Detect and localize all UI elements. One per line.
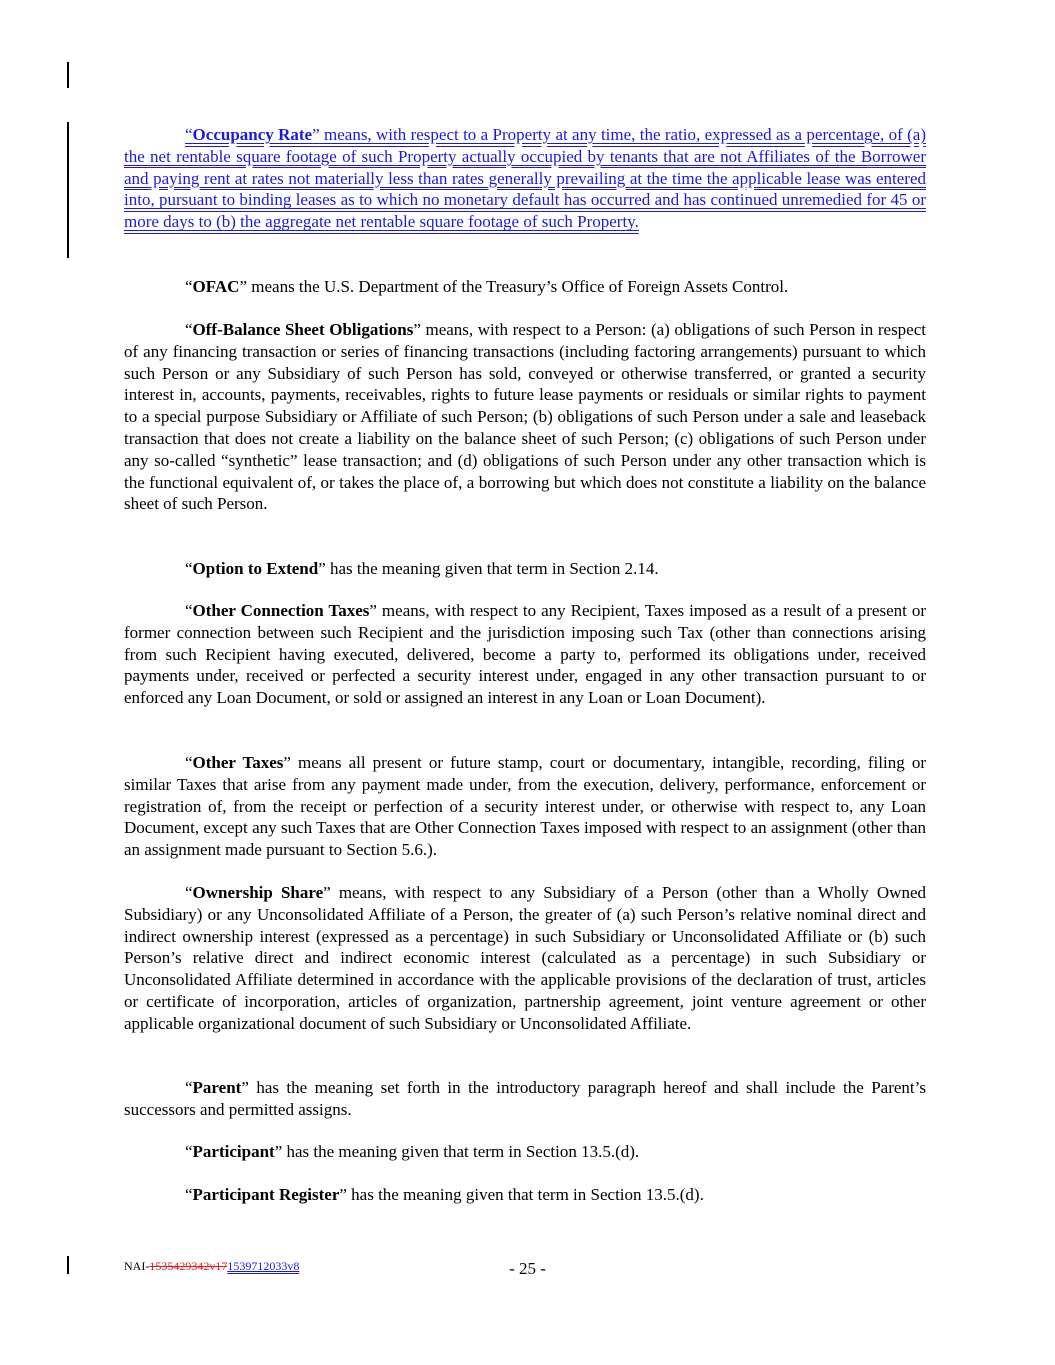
quote-close: ”: [274, 1142, 283, 1161]
term-ownership-share: Ownership Share: [192, 883, 324, 902]
term-other-connection-taxes: Other Connection Taxes: [192, 601, 370, 620]
quote-open: “: [185, 1078, 193, 1097]
definition-paragraph: [124, 558, 926, 580]
definition-off-balance-sheet-obligations: [124, 319, 926, 515]
definition-paragraph: [124, 319, 926, 515]
quote-close: ”: [241, 1078, 249, 1097]
definition-paragraph: [124, 1184, 926, 1206]
inserted-document-id: 1539712033v8: [227, 1259, 300, 1273]
revision-bar-top: [67, 62, 69, 88]
definition-text: means, with respect to any Subsidiary of a Person (other than a Wholly Owned Subsidiary) or any Unconsolidated Affiliate of a Person, the greater of (a) such Person’s relative nominal direct and indirect ownership interest (expressed as a percentage) in such Subsidiary or Unconsolidated Affiliate or (b) such Person’s relative direct and indirect economic interest (calculated as a percentage) in such Subsidiary or Unconsolidated Affiliate determined in accordance with the applicable provisions of the declaration of trust, articles or certificate of incorporation, articles of organization, partnership agreement, joint venture agreement or other applicable organizational document of such Subsidiary or Unconsolidated Affiliate.: [124, 883, 926, 1033]
definition-paragraph: [124, 1141, 926, 1163]
term-off-balance-sheet-obligations: Off-Balance Sheet Obligations: [192, 320, 414, 339]
definition-paragraph: [124, 276, 926, 298]
definition-other-taxes: [124, 752, 926, 861]
definition-parent: [124, 1077, 926, 1121]
definition-text: has the meaning given that term in Section 13.5.(d).: [346, 1185, 704, 1204]
definition-paragraph: [124, 600, 926, 709]
quote-close: ”: [323, 883, 331, 902]
definition-paragraph: [124, 752, 926, 861]
term-participant: Participant: [192, 1142, 275, 1161]
definition-text: has the meaning given that term in Section 2.14.: [325, 559, 659, 578]
term-parent: Parent: [192, 1078, 242, 1097]
quote-close: ”: [312, 125, 320, 144]
definition-participant: [124, 1141, 926, 1163]
definition-text: means, with respect to a Property at any time, the ratio, expressed as a percentage, of (a) the net rentable square footage of such Property actually occupied by tenants that are not Affiliates of the Borrower and paying rent at rates not materially less than rates generally prevailing at the time the applicable lease was entered into, pursuant to binding leases as to which no monetary default has occurred and has continued unremedied for 45 or more days to (b) the aggregate net rentable square footage of such Property.: [124, 125, 926, 232]
document-id-prefix: NAI-: [124, 1259, 150, 1273]
definition-paragraph: [124, 882, 926, 1035]
quote-open: “: [185, 320, 193, 339]
definition-text: has the meaning set forth in the introductory paragraph hereof and shall include the Parent’s successors and permitted assigns.: [124, 1078, 926, 1119]
quote-open: “: [185, 125, 193, 144]
definition-paragraph: [124, 1077, 926, 1121]
quote-open: “: [185, 601, 193, 620]
definition-text: means the U.S. Department of the Treasury’s Office of Foreign Assets Control.: [247, 277, 789, 296]
definition-ownership-share: [124, 882, 926, 1035]
quote-close: ”: [283, 753, 291, 772]
definition-ofac: [124, 276, 926, 298]
definition-paragraph: [124, 124, 926, 233]
quote-open: “: [185, 753, 193, 772]
quote-close: ”: [239, 277, 247, 296]
term-other-taxes: Other Taxes: [192, 753, 284, 772]
definition-other-connection-taxes: [124, 600, 926, 709]
term-occupancy-rate: Occupancy Rate: [192, 125, 313, 144]
revision-bar-occupancy: [67, 122, 69, 258]
definition-text: has the meaning given that term in Section 13.5.(d).: [282, 1142, 640, 1161]
term-ofac: OFAC: [192, 277, 240, 296]
definition-participant-register: [124, 1184, 926, 1206]
quote-close: ”: [369, 601, 377, 620]
quote-open: “: [185, 277, 193, 296]
deleted-document-id: 1535429342v17: [149, 1259, 228, 1273]
definition-text: means all present or future stamp, court or documentary, intangible, recording, filing or similar Taxes that arise from any payment made under, from the execution, delivery, performance, enforcement or registration of, from the receipt or perfection of a security interest under, or otherwise with respect to, any Loan Document, except any such Taxes that are Other Connection Taxes imposed with respect to an assignment (other than an assignment made pursuant to Section 5.6.).: [124, 753, 926, 860]
quote-close: ”: [413, 320, 421, 339]
page-number: - 25 -: [509, 1259, 546, 1278]
term-participant-register: Participant Register: [192, 1185, 340, 1204]
definition-occupancy-rate: [124, 124, 926, 233]
term-option-to-extend: Option to Extend: [192, 559, 319, 578]
quote-open: “: [185, 1142, 193, 1161]
quote-open: “: [185, 883, 193, 902]
definition-text: means, with respect to any Recipient, Taxes imposed as a result of a present or former connection between such Recipient and the jurisdiction imposing such Tax (other than connections arising from such Recipient having executed, delivered, become a party to, performed its obligations under, received payments under, received or perfected a security interest under, engaged in any other transaction pursuant to or enforced any Loan Document, or sold or assigned an interest in any Loan or Loan Document).: [124, 601, 927, 708]
quote-close: ”: [318, 559, 326, 578]
definition-option-to-extend: [124, 558, 926, 580]
quote-close: ”: [339, 1185, 347, 1204]
quote-open: “: [185, 1185, 193, 1204]
quote-open: “: [185, 559, 193, 578]
definition-text: means, with respect to a Person: (a) obligations of such Person in respect of any financing transaction or series of financing transactions (including factoring arrangements) pursuant to which such Person or any Subsidiary of such Person has sold, conveyed or otherwise transferred, or granted a security interest in, accounts, payments, receivables, rights to future lease payments or residuals or similar rights to payment to a special purpose Subsidiary or Affiliate of such Person; (b) obligations of such Person under a sale and leaseback transaction that does not create a liability on the balance sheet of such Person; (c) obligations of such Person under any so-called “synthetic” lease transaction; and (d) obligations of such Person under any other transaction which is the functional equivalent of, or takes the place of, a borrowing but which does not constitute a liability on the balance sheet of such Person.: [124, 320, 926, 514]
